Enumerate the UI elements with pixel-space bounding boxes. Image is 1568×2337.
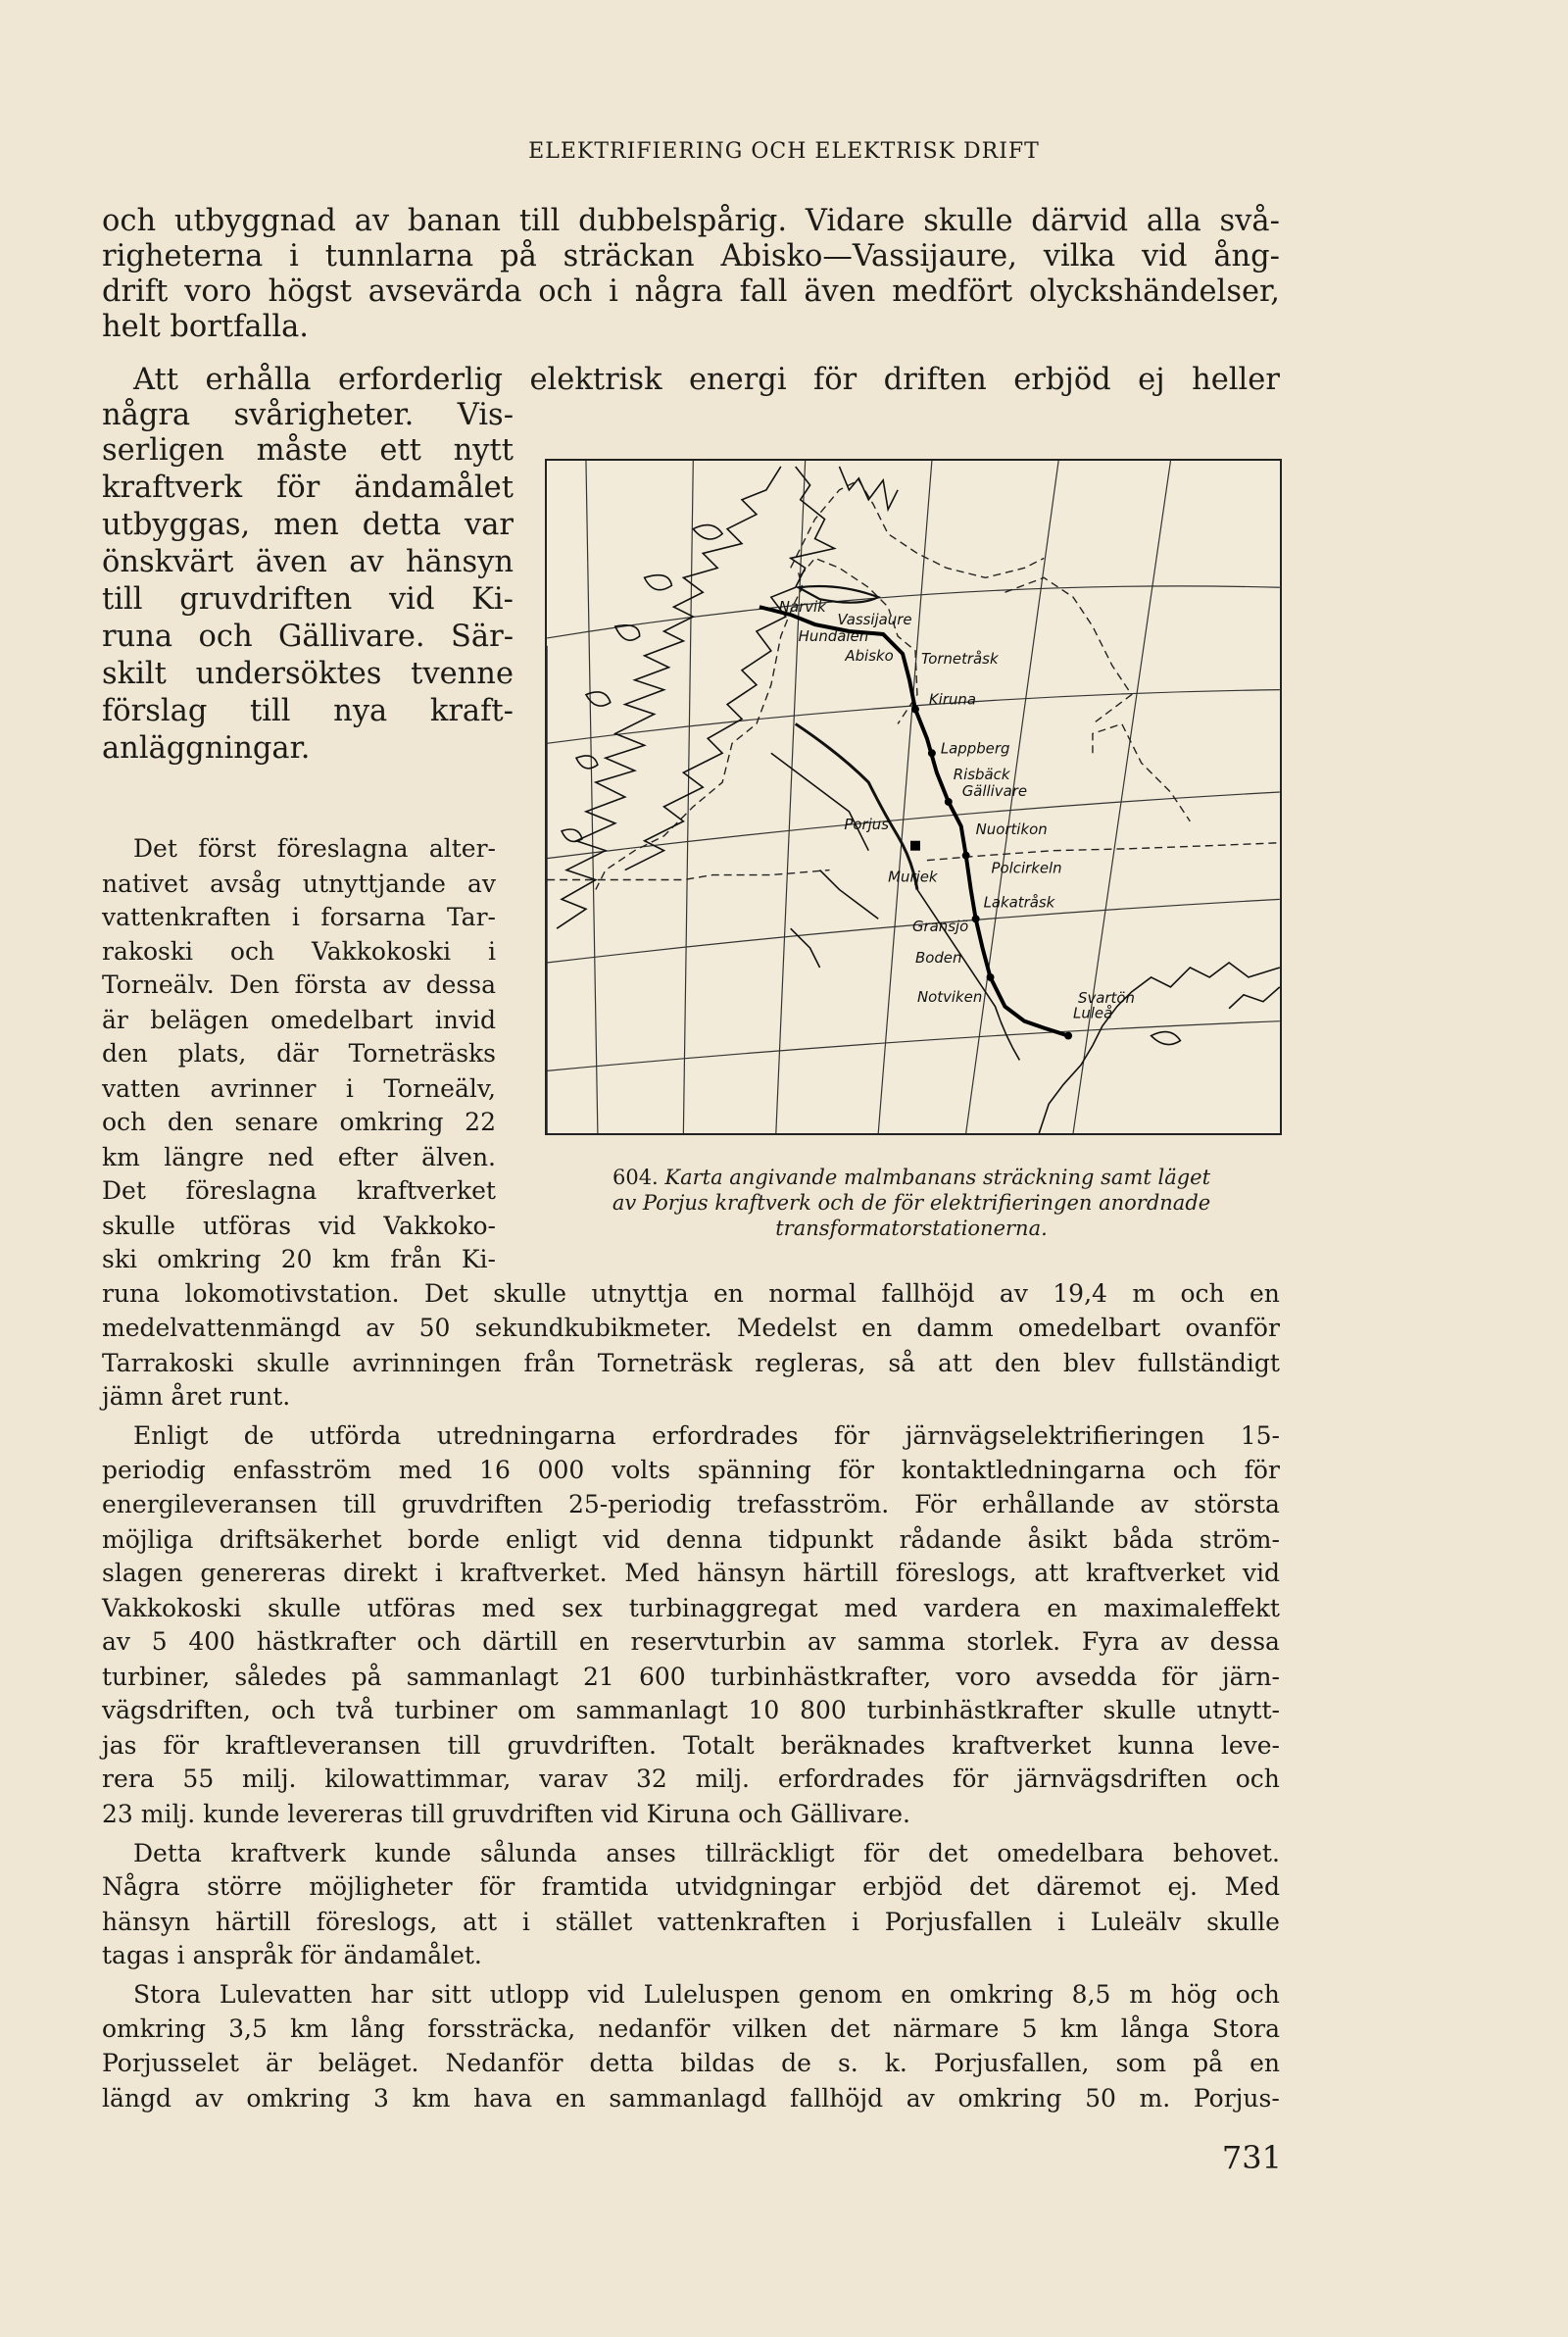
- text-line: rera 55 milj. kilowattimmar, varav 32 milj. erfordrades för järnvägsdriften och: [102, 1765, 1280, 1793]
- porjus-station-marker: [910, 841, 920, 851]
- text-line: jämn året runt.: [102, 1382, 291, 1411]
- caption-text-1: Karta angivande malmbanans sträckning samt läget: [664, 1166, 1211, 1189]
- label-lappberg: Lappberg: [940, 739, 1010, 758]
- text-line: runa lokomotivstation. Det skulle utnyttja en normal fallhöjd av 19,4 m och en: [102, 1279, 1280, 1308]
- text-line: och utbyggnad av banan till dubbelspårig. Vidare skulle därvid alla svå-: [102, 204, 1280, 238]
- text-line: anläggningar.: [102, 731, 311, 766]
- text-line: Stora Lulevatten har sitt utlopp vid Luleluspen genom en omkring 8,5 m hög och: [133, 1980, 1280, 2009]
- text-line: Tarrakoski skulle avrinningen från Torneträsk regleras, så att den blev fullständigt: [102, 1349, 1280, 1377]
- text-line: km längre ned efter älven.: [102, 1143, 496, 1171]
- label-tornetrask: Tornetråsk: [920, 649, 999, 668]
- text-line: helt bortfalla.: [102, 310, 309, 344]
- text-line: vattenkraften i forsarna Tar-: [102, 903, 496, 931]
- map-labels: [779, 598, 1135, 1022]
- label-boden: Boden: [914, 949, 962, 968]
- label-abisko: Abisko: [845, 646, 894, 665]
- map-bothnia-coast: [1039, 963, 1280, 1133]
- text-line: Porjusselet är beläget. Nedanför detta bildas de s. k. Porjusfallen, som på en: [102, 2049, 1280, 2077]
- text-line: hänsyn härtill föreslogs, att i stället vattenkraften i Porjusfallen i Luleälv skulle: [102, 1908, 1280, 1936]
- text-line: Enligt de utförda utredningarna erfordrades för järnvägselektrifieringen 15-: [133, 1421, 1280, 1450]
- text-line: jas för kraftleveransen till gruvdriften. Totalt beräknades kraftverket kunna leve-: [102, 1731, 1280, 1760]
- text-line: Det föreslagna kraftverket: [102, 1176, 496, 1205]
- label-murjek: Murjek: [888, 868, 938, 886]
- label-kiruna: Kiruna: [928, 690, 976, 709]
- text-line: energileveransen till gruvdriften 25-periodig trefasström. För erhållande av största: [102, 1490, 1280, 1518]
- text-line: är belägen omedelbart invid: [102, 1006, 496, 1034]
- label-vassijaure: Vassijaure: [837, 611, 912, 629]
- text-line: turbiner, således på sammanlagt 21 600 turbinhästkrafter, voro avsedda för järn-: [102, 1663, 1280, 1691]
- label-narvik: Narvik: [778, 598, 826, 617]
- text-line: vägsdriften, och två turbiner om sammanlagt 10 800 turbinhästkrafter skulle utnytt-: [102, 1696, 1280, 1724]
- label-lakatrask: Lakatråsk: [983, 893, 1055, 912]
- label-hundalen: Hundalen: [798, 626, 869, 645]
- text-line: righeterna i tunnlarna på sträckan Abisko—Vassijaure, vilka vid ång-: [102, 239, 1280, 273]
- label-notviken: Notviken: [916, 987, 983, 1006]
- text-line: medelvattenmängd av 50 sekundkubikmeter. Medelst en damm omedelbart ovanför: [102, 1314, 1280, 1342]
- map-figure: [545, 459, 1282, 1135]
- text-line: Att erhålla erforderlig elektrisk energi för driften erbjöd ej heller: [133, 363, 1280, 397]
- figure-caption: [529, 1165, 1294, 1241]
- text-line: Det först föreslagna alter-: [133, 834, 496, 863]
- label-svarton: Svartön: [1078, 988, 1135, 1007]
- text-line: några svårigheter. Vis-: [102, 398, 514, 432]
- caption-line-2: [529, 1190, 1294, 1216]
- label-gransjo: Gransjö: [912, 918, 969, 936]
- text-line: till gruvdriften vid Ki-: [102, 582, 514, 617]
- label-gallivare: Gällivare: [961, 782, 1028, 801]
- text-line: nativet avsåg utnyttjande av: [102, 870, 496, 898]
- text-line: förslag till nya kraft-: [102, 694, 514, 728]
- text-line: slagen genereras direkt i kraftverket. Med hänsyn härtill föreslogs, att kraftverket vid: [102, 1559, 1280, 1587]
- text-line: utbyggas, men detta var: [102, 508, 514, 542]
- label-polcirkeln: Polcirkeln: [991, 859, 1062, 877]
- text-line: omkring 3,5 km lång forssträcka, nedanför vilken det närmare 5 km långa Stora: [102, 2014, 1280, 2043]
- text-line: ski omkring 20 km från Ki-: [102, 1245, 496, 1273]
- page-number: 731: [1221, 2139, 1282, 2176]
- caption-text-2: av Porjus kraftverk och de för elektrifieringen anordnade: [612, 1191, 1211, 1215]
- text-line: skulle utföras vid Vakkoko-: [102, 1212, 496, 1240]
- text-line: av 5 400 hästkrafter och därtill en reservturbin av samma storlek. Fyra av dessa: [102, 1627, 1280, 1656]
- running-head: ELEKTRIFIERING OCH ELEKTRISK DRIFT: [528, 139, 1040, 164]
- caption-line-3: [529, 1216, 1294, 1241]
- text-line: 23 milj. kunde levereras till gruvdriften vid Kiruna och Gällivare.: [102, 1800, 910, 1828]
- text-line: Några större möjligheter för framtida utvidgningar erbjöd det däremot ej. Med: [102, 1872, 1280, 1901]
- label-risback: Risbäck: [953, 766, 1010, 784]
- text-line: tagas i anspråk för ändamålet.: [102, 1941, 482, 1969]
- text-line: Detta kraftverk kunde sålunda anses tillräckligt för det omedelbara behovet.: [133, 1839, 1280, 1867]
- text-line: längd av omkring 3 km hava en sammanlagd fallhöjd av omkring 50 m. Porjus-: [102, 2084, 1280, 2113]
- text-line: skilt undersöktes tvenne: [102, 657, 514, 691]
- text-line: möjliga driftsäkerhet borde enligt vid denna tidpunkt rådande åsikt båda ström-: [102, 1525, 1280, 1554]
- label-nuortikon: Nuortikon: [975, 820, 1048, 838]
- text-line: drift voro högst avsevärda och i några fall även medfört olyckshändelser,: [102, 274, 1280, 309]
- text-line: kraftverk för ändamålet: [102, 471, 514, 505]
- figure-number: 604.: [612, 1166, 659, 1189]
- map-coast: [557, 467, 898, 928]
- caption-line-1: [529, 1165, 1294, 1190]
- map-borders: [547, 480, 1280, 890]
- map-svg: [547, 461, 1280, 1133]
- label-porjus: Porjus: [844, 815, 890, 833]
- text-line: vatten avrinner i Torneälv,: [102, 1074, 496, 1103]
- text-line: önskvärt även av hänsyn: [102, 545, 514, 579]
- label-lulea: Luleå: [1073, 1004, 1113, 1022]
- text-line: runa och Gällivare. Sär-: [102, 620, 514, 654]
- text-line: periodig enfasström med 16 000 volts spänning för kontaktledningarna och för: [102, 1456, 1280, 1484]
- text-line: serligen måste ett nytt: [102, 433, 514, 468]
- text-line: Vakkokoski skulle utföras med sex turbinaggregat med vardera en maximaleffekt: [102, 1594, 1280, 1622]
- text-line: rakoski och Vakkokoski i: [102, 937, 496, 966]
- caption-text-3: transformatorstationerna.: [775, 1217, 1048, 1240]
- text-line: Torneälv. Den första av dessa: [102, 970, 496, 999]
- text-line: den plats, där Torneträsks: [102, 1039, 496, 1068]
- text-line: och den senare omkring 22: [102, 1108, 496, 1136]
